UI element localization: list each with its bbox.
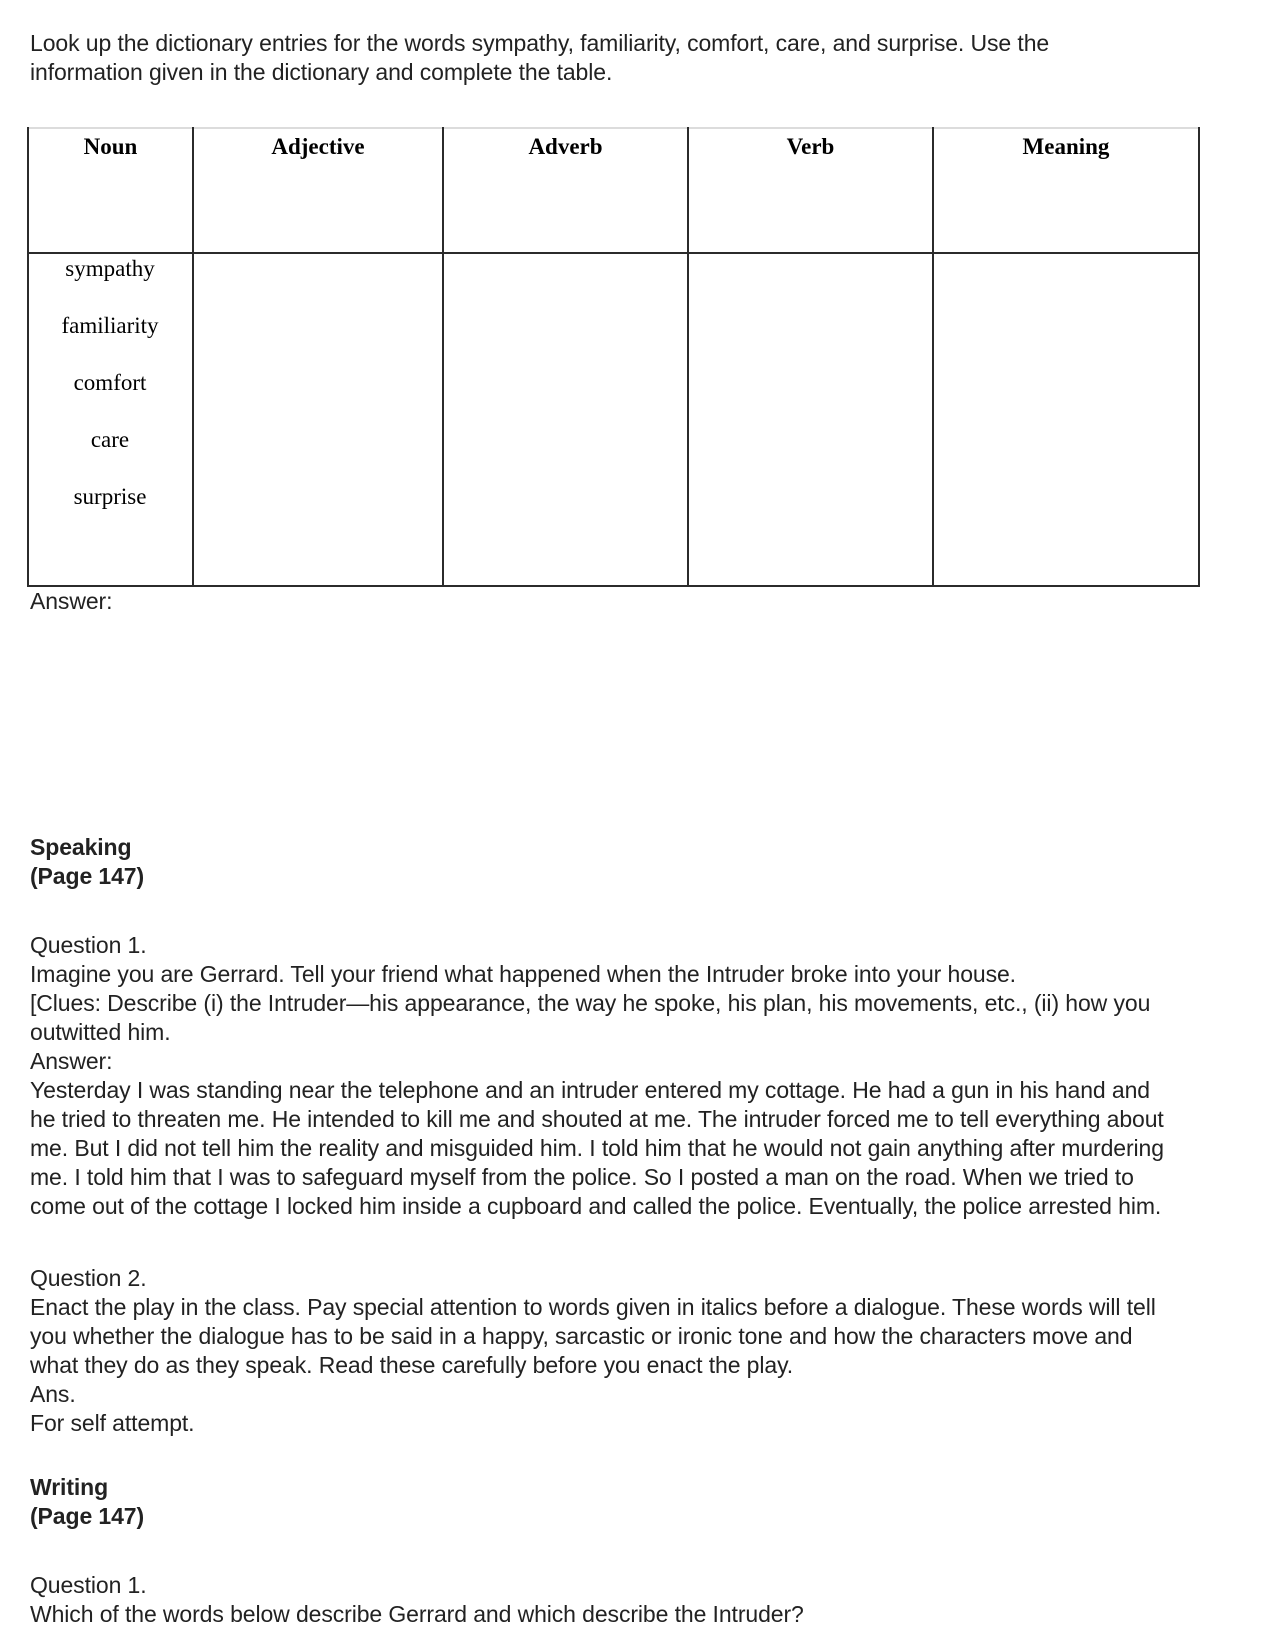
speaking-question-2	[30, 1264, 1275, 1438]
table-header-divider	[27, 252, 1200, 254]
question-text-line: what they do as they speak. Read these carefully before you enact the play.	[30, 1352, 794, 1378]
section-title: Writing	[30, 1474, 109, 1500]
column-header-adjective: Adjective	[271, 134, 365, 159]
column-header-adverb: Adverb	[528, 134, 603, 159]
vocabulary-table	[27, 127, 1200, 587]
noun-cell: familiarity	[61, 313, 159, 338]
intro-instructions	[30, 29, 1230, 87]
question-label: Question 1.	[30, 932, 147, 958]
question-text-line: Which of the words below describe Gerrard and which describe the Intruder?	[30, 1601, 804, 1627]
column-divider	[687, 127, 689, 587]
noun-cell: care	[90, 427, 130, 452]
column-divider	[932, 127, 934, 587]
section-page-ref: (Page 147)	[30, 1503, 145, 1529]
answer-text-line: me. I told him that I was to safeguard myself from the police. So I posted a man on the road. When we tried to	[30, 1164, 1134, 1190]
question-text-line: Imagine you are Gerrard. Tell your friend what happened when the Intruder broke into your house.	[30, 961, 1016, 987]
answer-text-line: me. But I did not tell him the reality and misguided him. I told him that he would not gain anything after murdering	[30, 1135, 1164, 1161]
section-title: Speaking	[30, 834, 132, 860]
noun-cell: sympathy	[65, 256, 155, 281]
column-header-meaning: Meaning	[1022, 134, 1110, 159]
speaking-heading	[30, 833, 144, 891]
table-top-border	[27, 127, 1200, 129]
intro-line: Look up the dictionary entries for the words sympathy, familiarity, comfort, care, and surprise. Use the	[30, 30, 1050, 56]
question-text-line: you whether the dialogue has to be said in a happy, sarcastic or ironic tone and how the characters move and	[30, 1323, 1133, 1349]
table-right-border	[1198, 127, 1200, 587]
table-bottom-border	[27, 585, 1200, 587]
speaking-question-1	[30, 931, 1275, 1221]
question-text-line: outwitted him.	[30, 1019, 171, 1045]
question-text-line: Enact the play in the class. Pay special attention to words given in italics before a dialogue. These words will tell	[30, 1294, 1156, 1320]
answer-label: Ans.	[30, 1381, 76, 1407]
section-page-ref: (Page 147)	[30, 863, 145, 889]
column-header-noun: Noun	[83, 134, 138, 159]
question-text-line: [Clues: Describe (i) the Intruder—his appearance, the way he spoke, his plan, his movements, etc., (ii) how you	[30, 990, 1151, 1016]
answer-text-line: come out of the cottage I locked him inside a cupboard and called the police. Eventually, the police arrested him.	[30, 1193, 1162, 1219]
intro-line: information given in the dictionary and complete the table.	[30, 59, 613, 85]
noun-cell: comfort	[73, 370, 147, 395]
table-answer-label: Answer:	[30, 588, 113, 614]
answer-text-line: he tried to threaten me. He intended to kill me and shouted at me. The intruder forced me to tell everything about	[30, 1106, 1164, 1132]
question-label: Question 2.	[30, 1265, 147, 1291]
answer-label: Answer:	[30, 1048, 113, 1074]
column-divider	[192, 127, 194, 587]
noun-cell: surprise	[73, 484, 147, 509]
answer-text-line: Yesterday I was standing near the telephone and an intruder entered my cottage. He had a gun in his hand and	[30, 1077, 1150, 1103]
column-divider	[442, 127, 444, 587]
answer-text: For self attempt.	[30, 1410, 195, 1436]
writing-heading	[30, 1473, 144, 1531]
question-label: Question 1.	[30, 1572, 147, 1598]
writing-question-1	[30, 1571, 1275, 1629]
column-header-verb: Verb	[786, 134, 835, 159]
table-left-border	[27, 127, 29, 587]
